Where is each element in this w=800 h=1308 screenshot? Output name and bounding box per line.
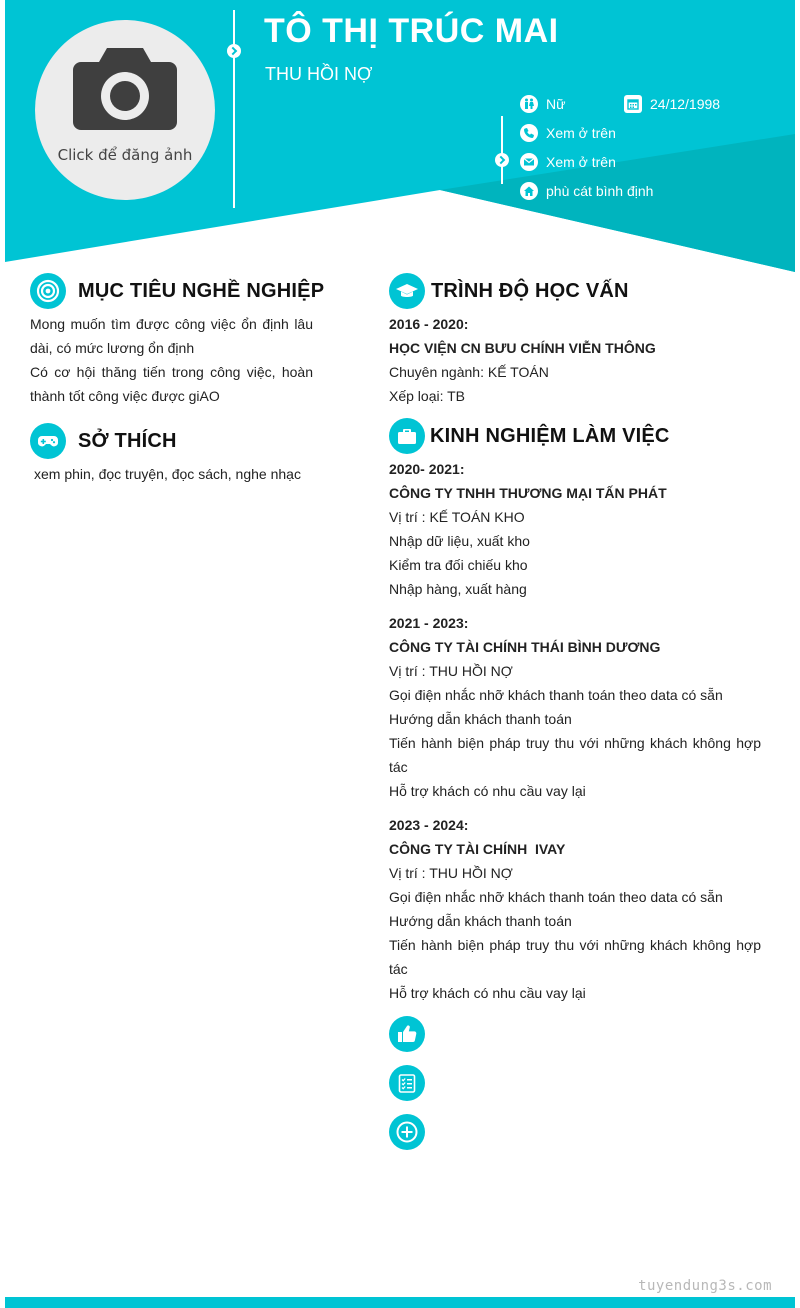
- experience-title: KINH NGHIỆM LÀM VIỆC: [430, 424, 670, 447]
- experience-line: Kiểm tra đối chiếu kho: [389, 557, 528, 573]
- phone-icon: [520, 124, 538, 142]
- education-school: HỌC VIỆN CN BƯU CHÍNH VIỄN THÔNG: [389, 340, 656, 356]
- objective-line: thành tốt công việc được giAO: [30, 388, 220, 404]
- footer-bar: [5, 1297, 795, 1308]
- email-field[interactable]: [520, 153, 616, 171]
- job-title[interactable]: THU HỒI NỢ: [265, 64, 373, 84]
- experience-position: Vị trí : THU HỒI NỢ: [389, 663, 513, 679]
- add-section-icon[interactable]: [389, 1114, 425, 1150]
- checklist-icon[interactable]: [389, 1065, 425, 1101]
- education-major: Chuyên ngành: KẾ TOÁN: [389, 364, 549, 380]
- hobbies-text[interactable]: xem phin, đọc truyện, đọc sách, nghe nhạc: [34, 466, 301, 482]
- hobbies-title: SỞ THÍCH: [78, 429, 177, 452]
- experience-line: Hướng dẫn khách thanh toán: [389, 711, 572, 727]
- experience-item[interactable]: [389, 813, 761, 1005]
- address-field[interactable]: [520, 182, 653, 200]
- objective-line: Có cơ hội thăng tiến trong công việc, hoàn: [30, 364, 313, 380]
- objective-title: MỤC TIÊU NGHỀ NGHIỆP: [78, 279, 325, 302]
- experience-company: CÔNG TY TÀI CHÍNH IVAY: [389, 841, 566, 857]
- experience-line: Tiến hành biện pháp truy thu với những khách không hợp: [389, 735, 761, 751]
- education-rank: Xếp loại: TB: [389, 388, 466, 404]
- objective-line: Mong muốn tìm được công việc ổn định lâu: [30, 316, 313, 332]
- experience-item[interactable]: [389, 457, 761, 601]
- email-icon: [520, 153, 538, 171]
- experience-period: 2021 - 2023:: [389, 615, 469, 631]
- photo-upload[interactable]: [35, 20, 215, 200]
- experience-line: Hỗ trợ khách có nhu cầu vay lại: [389, 985, 586, 1001]
- experience-line: tác: [389, 759, 408, 775]
- birthday-value: 24/12/1998: [650, 96, 721, 112]
- phone-field[interactable]: [520, 124, 616, 142]
- objective-line: dài, có mức lương ổn định: [30, 340, 195, 356]
- watermark: tuyendung3s.com: [638, 1278, 772, 1294]
- email-value: Xem ở trên: [546, 154, 616, 170]
- birthday-field[interactable]: [624, 95, 720, 113]
- objective-heading[interactable]: [30, 273, 324, 309]
- experience-line: Nhập hàng, xuất hàng: [389, 581, 527, 597]
- experience-heading[interactable]: [389, 418, 670, 454]
- education-heading[interactable]: [389, 273, 629, 309]
- experience-item[interactable]: [389, 611, 761, 803]
- experience-period: 2023 - 2024:: [389, 817, 469, 833]
- target-icon: [30, 273, 66, 309]
- experience-line: Hỗ trợ khách có nhu cầu vay lại: [389, 783, 586, 799]
- objective-text[interactable]: [30, 312, 313, 408]
- thumbs-up-icon[interactable]: [389, 1016, 425, 1052]
- contact-divider-dot: [495, 153, 509, 167]
- home-icon: [520, 182, 538, 200]
- contact-divider-line: [501, 116, 503, 184]
- phone-value: Xem ở trên: [546, 125, 616, 141]
- gender-field[interactable]: [520, 95, 565, 113]
- experience-company: CÔNG TY TNHH THƯƠNG MẠI TẤN PHÁT: [389, 485, 667, 501]
- gamepad-icon: [30, 423, 66, 459]
- header-divider-dot: [227, 44, 241, 58]
- experience-line: Gọi điện nhắc nhỡ khách thanh toán theo data có sẵn: [389, 687, 723, 703]
- education-details[interactable]: [389, 312, 761, 408]
- camera-icon: [71, 42, 179, 138]
- experience-position: Vị trí : KẾ TOÁN KHO: [389, 509, 525, 525]
- header-divider-line: [233, 10, 235, 208]
- calendar-icon: [624, 95, 642, 113]
- experience-period: 2020- 2021:: [389, 461, 465, 477]
- graduation-cap-icon: [389, 273, 425, 309]
- experience-line: Nhập dữ liệu, xuất kho: [389, 533, 530, 549]
- experience-line: Hướng dẫn khách thanh toán: [389, 913, 572, 929]
- education-period: 2016 - 2020:: [389, 316, 469, 332]
- experience-line: Gọi điện nhắc nhỡ khách thanh toán theo data có sẵn: [389, 889, 723, 905]
- gender-value: Nữ: [546, 96, 566, 112]
- experience-position: Vị trí : THU HỒI NỢ: [389, 865, 513, 881]
- hobbies-heading[interactable]: [30, 423, 177, 459]
- education-title: TRÌNH ĐỘ HỌC VẤN: [431, 279, 629, 302]
- gender-icon: [520, 95, 538, 113]
- briefcase-icon: [389, 418, 425, 454]
- address-value: phù cát bình định: [546, 183, 654, 199]
- experience-company: CÔNG TY TÀI CHÍNH THÁI BÌNH DƯƠNG: [389, 639, 661, 655]
- candidate-name[interactable]: TÔ THỊ TRÚC MAI: [264, 12, 559, 50]
- experience-line: tác: [389, 961, 408, 977]
- experience-line: Tiến hành biện pháp truy thu với những khách không hợp: [389, 937, 761, 953]
- photo-caption: Click để đăng ảnh: [57, 146, 193, 164]
